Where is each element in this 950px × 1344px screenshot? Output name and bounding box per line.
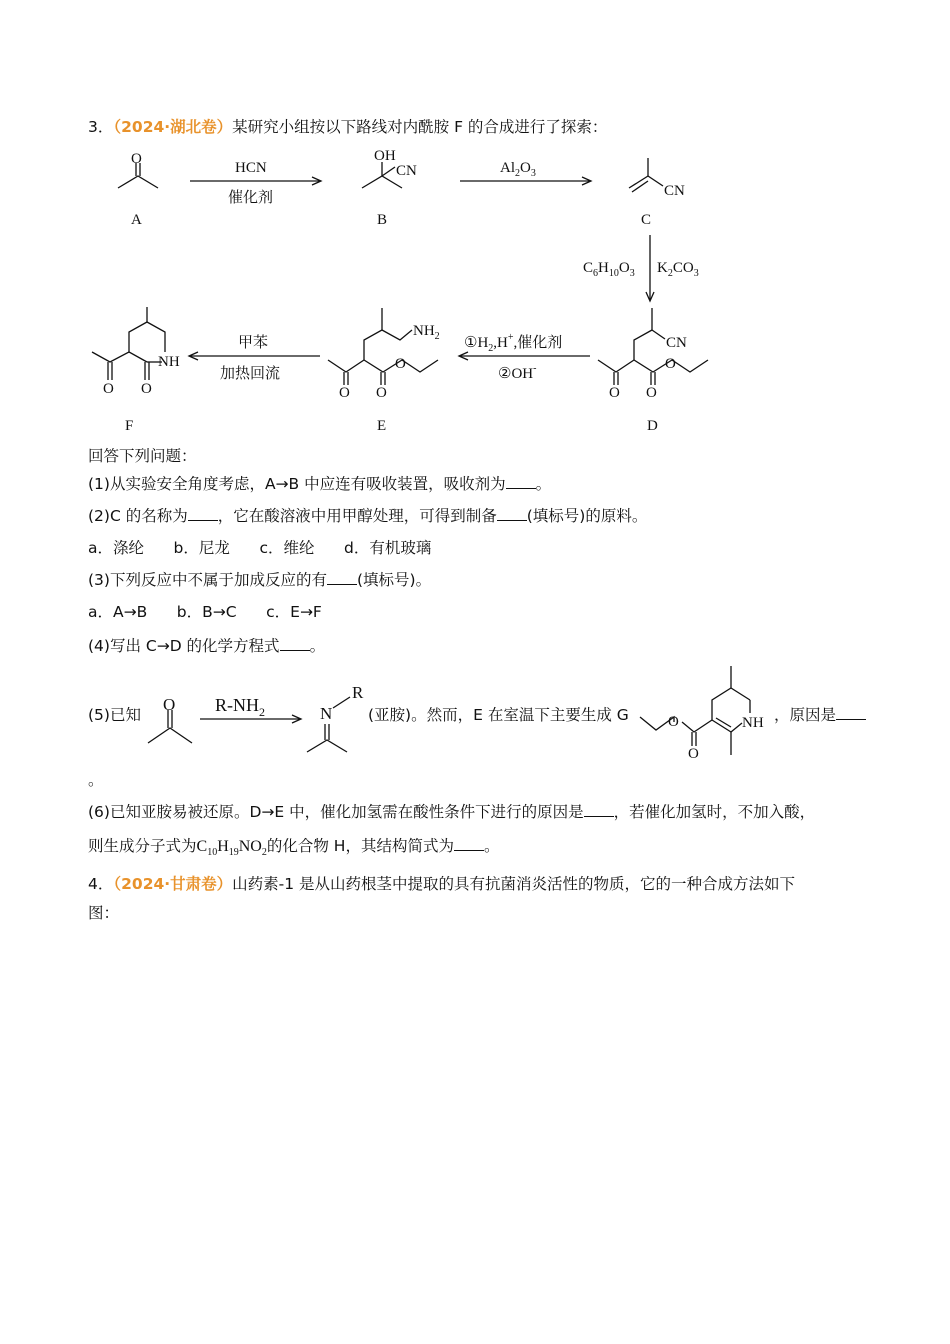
svg-text:O: O bbox=[131, 151, 142, 167]
reagent-reflux: 加热回流 bbox=[220, 366, 281, 382]
question-3-6: (6)已知亚胺易被还原。D→E 中，催化加氢需在酸性条件下进行的原因是 ，若催化加氢时，不加入酸， bbox=[88, 803, 816, 821]
question-stem: 山药素-1 是从山药根茎中提取的具有抗菌消炎活性的物质，它的一种合成方法如下 bbox=[232, 875, 796, 893]
svg-text:②OH-: ②OH- bbox=[498, 363, 537, 382]
svg-text:NH2: $NH_2$ bbox=[413, 323, 440, 342]
reagent-catalyst: 催化剂 bbox=[228, 190, 274, 206]
question-source: （2024·湖北卷） bbox=[113, 118, 233, 136]
svg-text:N: N bbox=[320, 704, 333, 723]
svg-text:①H2,H+,催化剂: $①H_2,H^+$,催化剂 bbox=[464, 332, 563, 354]
question-3-3-options: a．A→B b．B→C c．E→F bbox=[88, 603, 322, 621]
svg-text:O: O bbox=[688, 746, 699, 762]
svg-text:NH: NH bbox=[742, 715, 764, 731]
question-3-2-options: a．涤纶 b．尼龙 c．维纶 d．有机玻璃 bbox=[88, 539, 432, 557]
label-c: C bbox=[641, 212, 652, 228]
question-stem: 某研究小组按以下路线对内酰胺 F 的合成进行了探索： bbox=[232, 118, 608, 136]
svg-text:O: O bbox=[668, 714, 679, 730]
svg-text:R-NH2: $R-NH_2$ bbox=[215, 695, 265, 719]
svg-text:O: O bbox=[339, 385, 350, 401]
question-3-5-reason: ，原因是 bbox=[774, 705, 866, 725]
label-d: D bbox=[647, 418, 658, 434]
reagent-hcn: HCN bbox=[235, 160, 267, 176]
question-3-6-cont: 则生成分子式为$C_{10}H_{19}NO_2$的化合物 H，其结构简式为 。 bbox=[88, 837, 500, 859]
svg-text:C6H10O3: $C_6H_{10}O_3$ bbox=[583, 260, 635, 279]
svg-text:CN: CN bbox=[664, 183, 685, 199]
answer-blank[interactable] bbox=[454, 836, 484, 851]
question-4-stem-cont: 图： bbox=[88, 904, 120, 922]
svg-text:O: O bbox=[646, 385, 657, 401]
svg-text:NH: NH bbox=[158, 354, 180, 370]
question-3-3: (3)下列反应中不属于加成反应的有 (填标号)。 bbox=[88, 571, 432, 589]
label-e: E bbox=[377, 418, 387, 434]
svg-text:O: O bbox=[141, 381, 152, 397]
reagent-toluene: 甲苯 bbox=[238, 335, 269, 351]
svg-text:CN: CN bbox=[396, 163, 417, 179]
svg-text:K2CO3: $K_2CO_3$ bbox=[657, 260, 699, 279]
question-3-5-label: (5)已知 bbox=[88, 706, 141, 724]
label-b: B bbox=[377, 212, 388, 228]
label-f: F bbox=[125, 418, 134, 434]
answer-prompt: 回答下列问题： bbox=[88, 447, 197, 465]
question-number: 4． bbox=[88, 875, 114, 893]
svg-text:R: R bbox=[352, 683, 364, 702]
question-4-header bbox=[88, 874, 795, 894]
question-number: 3． bbox=[88, 118, 114, 136]
svg-text:O: O bbox=[395, 356, 406, 372]
svg-text:O: O bbox=[103, 381, 114, 397]
svg-text:O: O bbox=[376, 385, 387, 401]
question-3-4: (4)写出 C→D 的化学方程式 。 bbox=[88, 637, 326, 655]
question-3-5-end: 。 bbox=[88, 771, 104, 789]
svg-text:CN: CN bbox=[666, 335, 687, 351]
svg-text:OH: OH bbox=[374, 148, 396, 164]
question-3-5-text: (亚胺)。然而，E 在室温下主要生成 G bbox=[368, 706, 629, 724]
answer-blank[interactable] bbox=[584, 802, 614, 817]
question-source: （2024·甘肃卷） bbox=[113, 875, 233, 893]
label-a: A bbox=[131, 212, 142, 228]
answer-blank[interactable] bbox=[836, 705, 866, 720]
svg-text:O: O bbox=[609, 385, 620, 401]
question-3-2: (2)C 的名称为 ，它在酸溶液中用甲醇处理，可得到制备 (填标号)的原料。 bbox=[88, 507, 648, 525]
svg-text:O: O bbox=[665, 356, 676, 372]
svg-text:O: O bbox=[163, 695, 176, 714]
molecular-formula: $C_{10}H_{19}NO_2$ bbox=[196, 838, 267, 859]
svg-text:Al2O3: $Al_2O_3$ bbox=[500, 160, 536, 179]
question-3-1: (1)从实验安全角度考虑，A→B 中应连有吸收装置，吸收剂为 。 bbox=[88, 475, 552, 493]
